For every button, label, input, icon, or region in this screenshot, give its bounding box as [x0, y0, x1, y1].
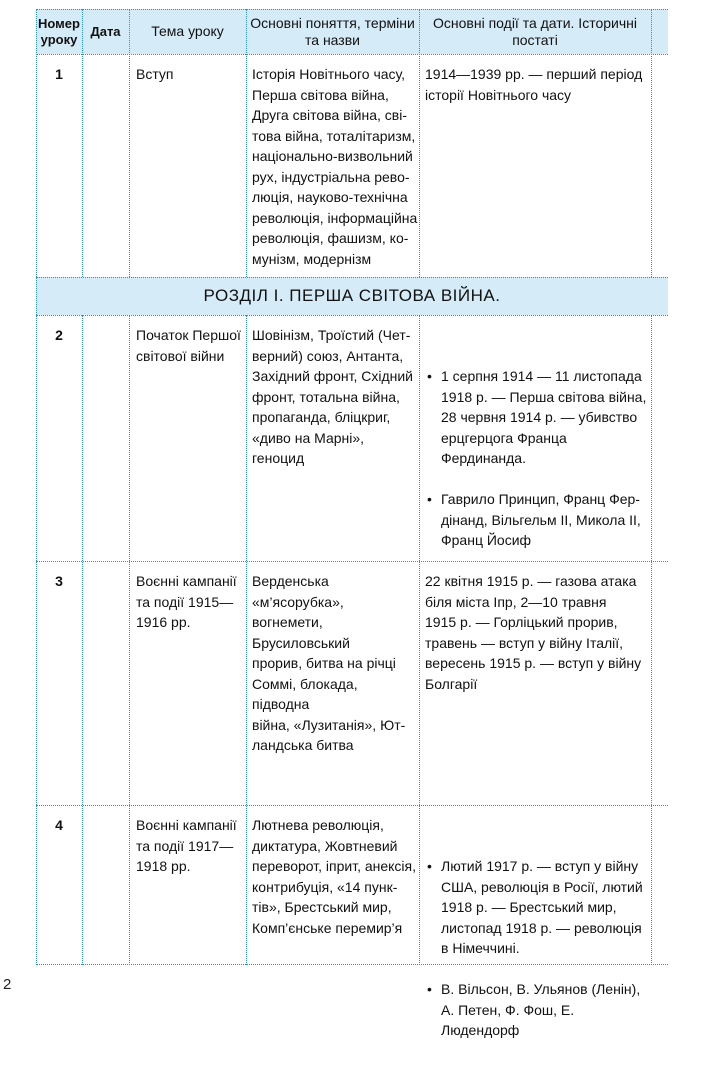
- grid-line: [36, 54, 668, 55]
- lesson-plan-table: [36, 9, 668, 1038]
- list-item: • Гаврило Принцип, Франц Фер- дінанд, Вільгельм II, Микола II, Франц Йосиф: [425, 489, 651, 551]
- lesson-events: 22 квітня 1915 р. — газова атака біля міста Іпр, 2—10 травня 1915 р. — Горліцький прорив, травень — вступ у війну Італії, вересень 1915 р. — вступ у війну Болгарії: [425, 573, 642, 692]
- grid-line: [129, 315, 130, 965]
- lesson-topic: Воєнні кампанії та події 1917— 1918 рр.: [136, 817, 237, 874]
- header-lesson-number: Номер уроку: [38, 15, 80, 47]
- lesson-concepts: Шовінізм, Троїстий (Чет- верний) союз, Антанта, Західний фронт, Східний фронт, тотальна війна, пропаганда, бліцкриг, «диво на Марні», геноцид: [252, 327, 414, 466]
- grid-line: [651, 315, 652, 965]
- lesson-events: 1914—1939 рр. — перший період історії Новітнього часу: [425, 66, 643, 103]
- header-concepts: Основні поняття, терміни та назви: [250, 14, 415, 48]
- grid-line: [419, 315, 420, 965]
- grid-line: [82, 315, 83, 965]
- lesson-events: [425, 815, 651, 1082]
- lesson-number: 4: [55, 817, 63, 833]
- grid-line: [246, 315, 247, 965]
- lesson-number: 3: [55, 573, 63, 589]
- list-item: • Лютий 1917 р. — вступ у війну США, революція в Росії, лютий 1918 р. — Брестський мир, листопад 1918 р. — революція в Німеччині.: [425, 856, 651, 959]
- header-date: Дата: [90, 24, 121, 39]
- lesson-number: 2: [55, 327, 63, 343]
- lesson-topic: Воєнні кампанії та події 1915— 1916 рр.: [136, 573, 237, 630]
- grid-line: [36, 315, 668, 316]
- section-title: РОЗДІЛ І. ПЕРША СВІТОВА ВІЙНА.: [203, 286, 501, 305]
- lesson-concepts: Верденська «м’ясорубка», вогнемети, Брусиловський прорив, битва на річці Соммі, блокада, підводна війна, «Лузитанія», Ют- ландська битва: [252, 573, 406, 753]
- list-item: • 1 серпня 1914 — 11 листопада 1918 р. — Перша світова війна, 28 червня 1914 р. — убивство ерцгерцога Франца Фердинанда.: [425, 366, 651, 469]
- lesson-concepts: Історія Новітнього часу, Перша світова війна, Друга світова війна, сві- това війна, тоталітаризм, національно-визвольний рух, індустріальна рево- люція, науково-технічна революція, інформаційна революція, фашизм, ко- мунізм, модернізм: [252, 66, 418, 267]
- list-item: • В. Вільсон, В. Ульянов (Ленін), А. Петен, Ф. Фош, Е. Людендорф: [425, 979, 651, 1041]
- lesson-topic: Вступ: [136, 66, 174, 82]
- grid-line: [36, 805, 668, 806]
- page-number: 2: [3, 976, 12, 993]
- header-events: Основні події та дати. Історичні постаті: [433, 14, 637, 48]
- header-topic: Тема уроку: [151, 23, 224, 39]
- lesson-number: 1: [55, 66, 63, 82]
- lesson-concepts: Лютнева революція, диктатура, Жовтневий переворот, іприт, анексія, контрибуція, «14 пунк- тів», Брестський мир, Комп’єнське перемир’я: [252, 817, 417, 936]
- lesson-topic: Початок Першої світової війни: [136, 327, 241, 364]
- lesson-events: [425, 325, 651, 592]
- grid-line: [651, 9, 652, 277]
